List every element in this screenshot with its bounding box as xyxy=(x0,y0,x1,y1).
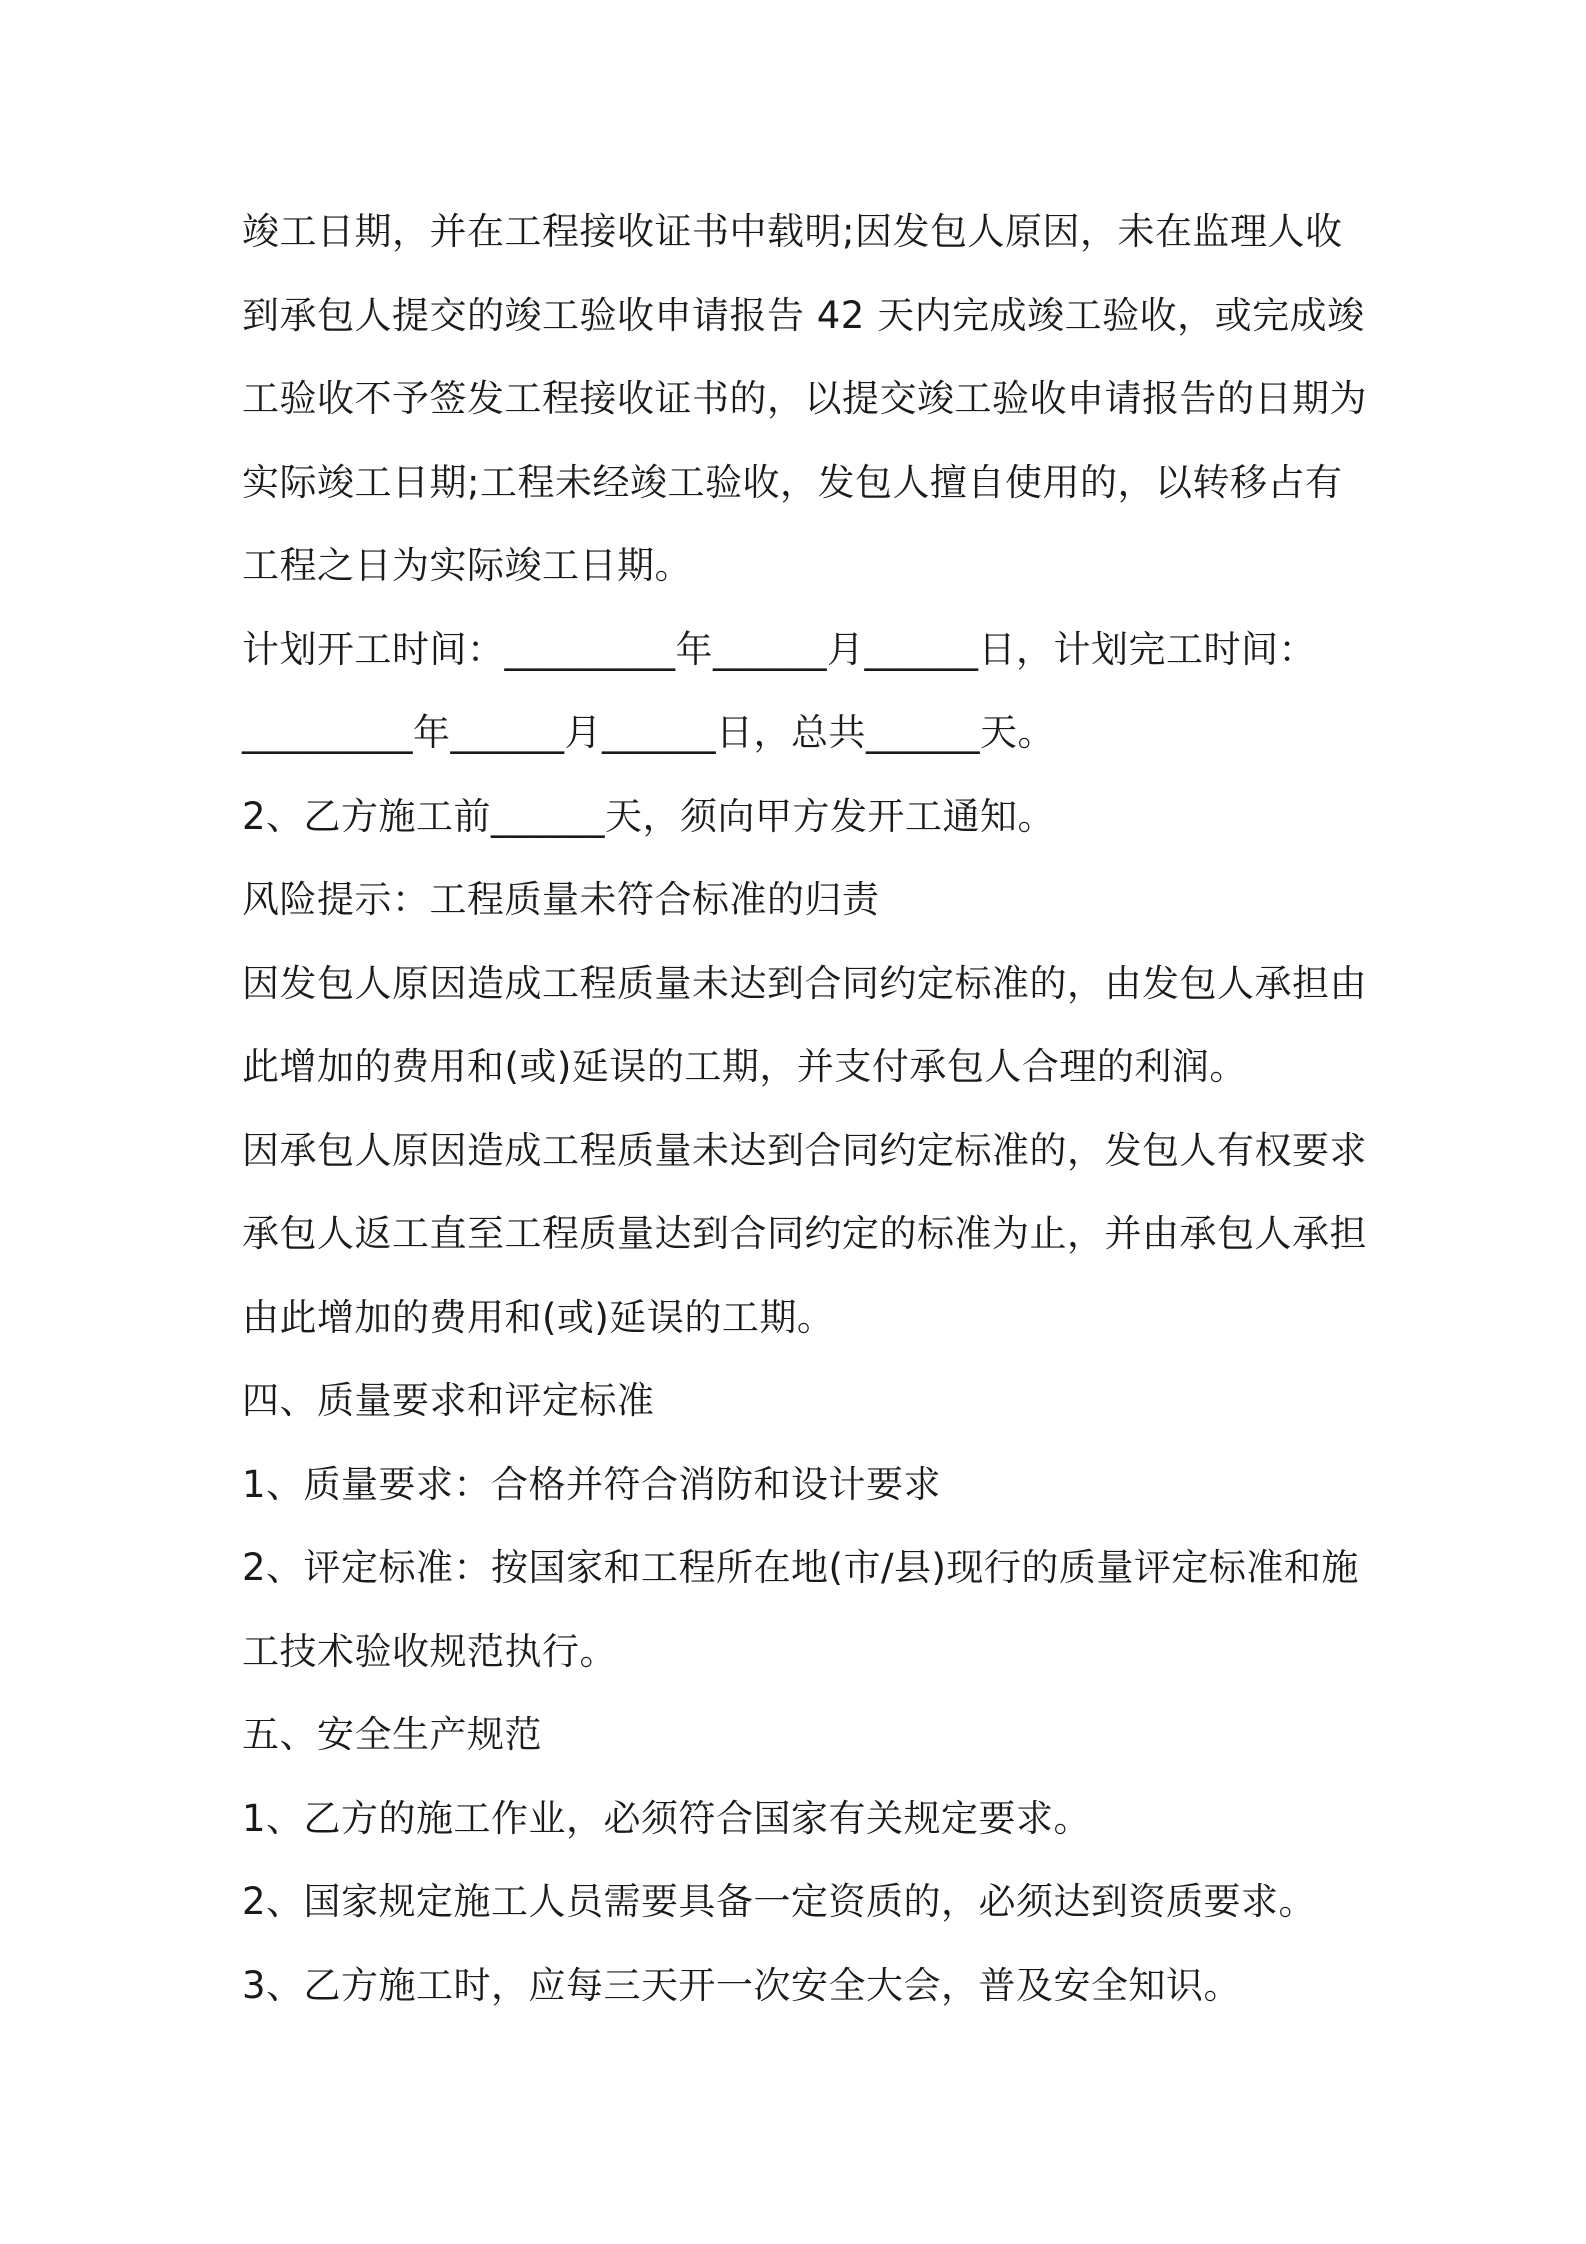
list-item: 1、质量要求：合格并符合消防和设计要求 xyxy=(242,1462,942,1506)
text-line: 工技术验收规范执行。 xyxy=(242,1629,617,1673)
document-body xyxy=(242,197,1367,2034)
list-item: 2、国家规定施工人员需要具备一定资质的，必须达到资质要求。 xyxy=(242,1880,1317,1923)
schedule-end-line: _________年______月______日，总共______天。 xyxy=(242,711,1055,754)
schedule-start-line: 计划开工时间：_________年______月______日，计划完工时间： xyxy=(242,627,1316,671)
text-line: 竣工日期，并在工程接收证书中载明;因发包人原因，未在监理人收 xyxy=(242,210,1343,253)
section-heading-quality: 四、质量要求和评定标准 xyxy=(242,1379,655,1422)
list-item: 2、乙方施工前______天，须向甲方发开工通知。 xyxy=(242,794,1056,838)
text-line: 实际竣工日期;工程未经竣工验收，发包人擅自使用的，以转移占有 xyxy=(242,460,1343,504)
list-item: 3、乙方施工时，应每三天开一次安全大会，普及安全知识。 xyxy=(242,1963,1242,2007)
text-line: 工程之日为实际竣工日期。 xyxy=(242,544,692,587)
text-line: 由此增加的费用和(或)延误的工期。 xyxy=(242,1295,835,1339)
section-heading-safety: 五、安全生产规范 xyxy=(242,1713,542,1756)
text-line: 因发包人原因造成工程质量未达到合同约定标准的，由发包人承担由 xyxy=(242,961,1367,1005)
text-line: 因承包人原因造成工程质量未达到合同约定标准的，发包人有权要求 xyxy=(242,1128,1367,1172)
text-line: 承包人返工直至工程质量达到合同约定的标准为止，并由承包人承担 xyxy=(242,1212,1367,1255)
text-line: 工验收不予签发工程接收证书的，以提交竣工验收申请报告的日期为 xyxy=(242,377,1367,420)
list-item: 2、评定标准：按国家和工程所在地(市/县)现行的质量评定标准和施 xyxy=(242,1546,1359,1589)
text-line: 此增加的费用和(或)延误的工期，并支付承包人合理的利润。 xyxy=(242,1045,1247,1088)
list-item: 1、乙方的施工作业，必须符合国家有关规定要求。 xyxy=(242,1796,1092,1840)
risk-heading: 风险提示：工程质量未符合标准的归责 xyxy=(242,878,880,921)
text-line: 到承包人提交的竣工验收申请报告 42 天内完成竣工验收，或完成竣 xyxy=(242,293,1365,337)
